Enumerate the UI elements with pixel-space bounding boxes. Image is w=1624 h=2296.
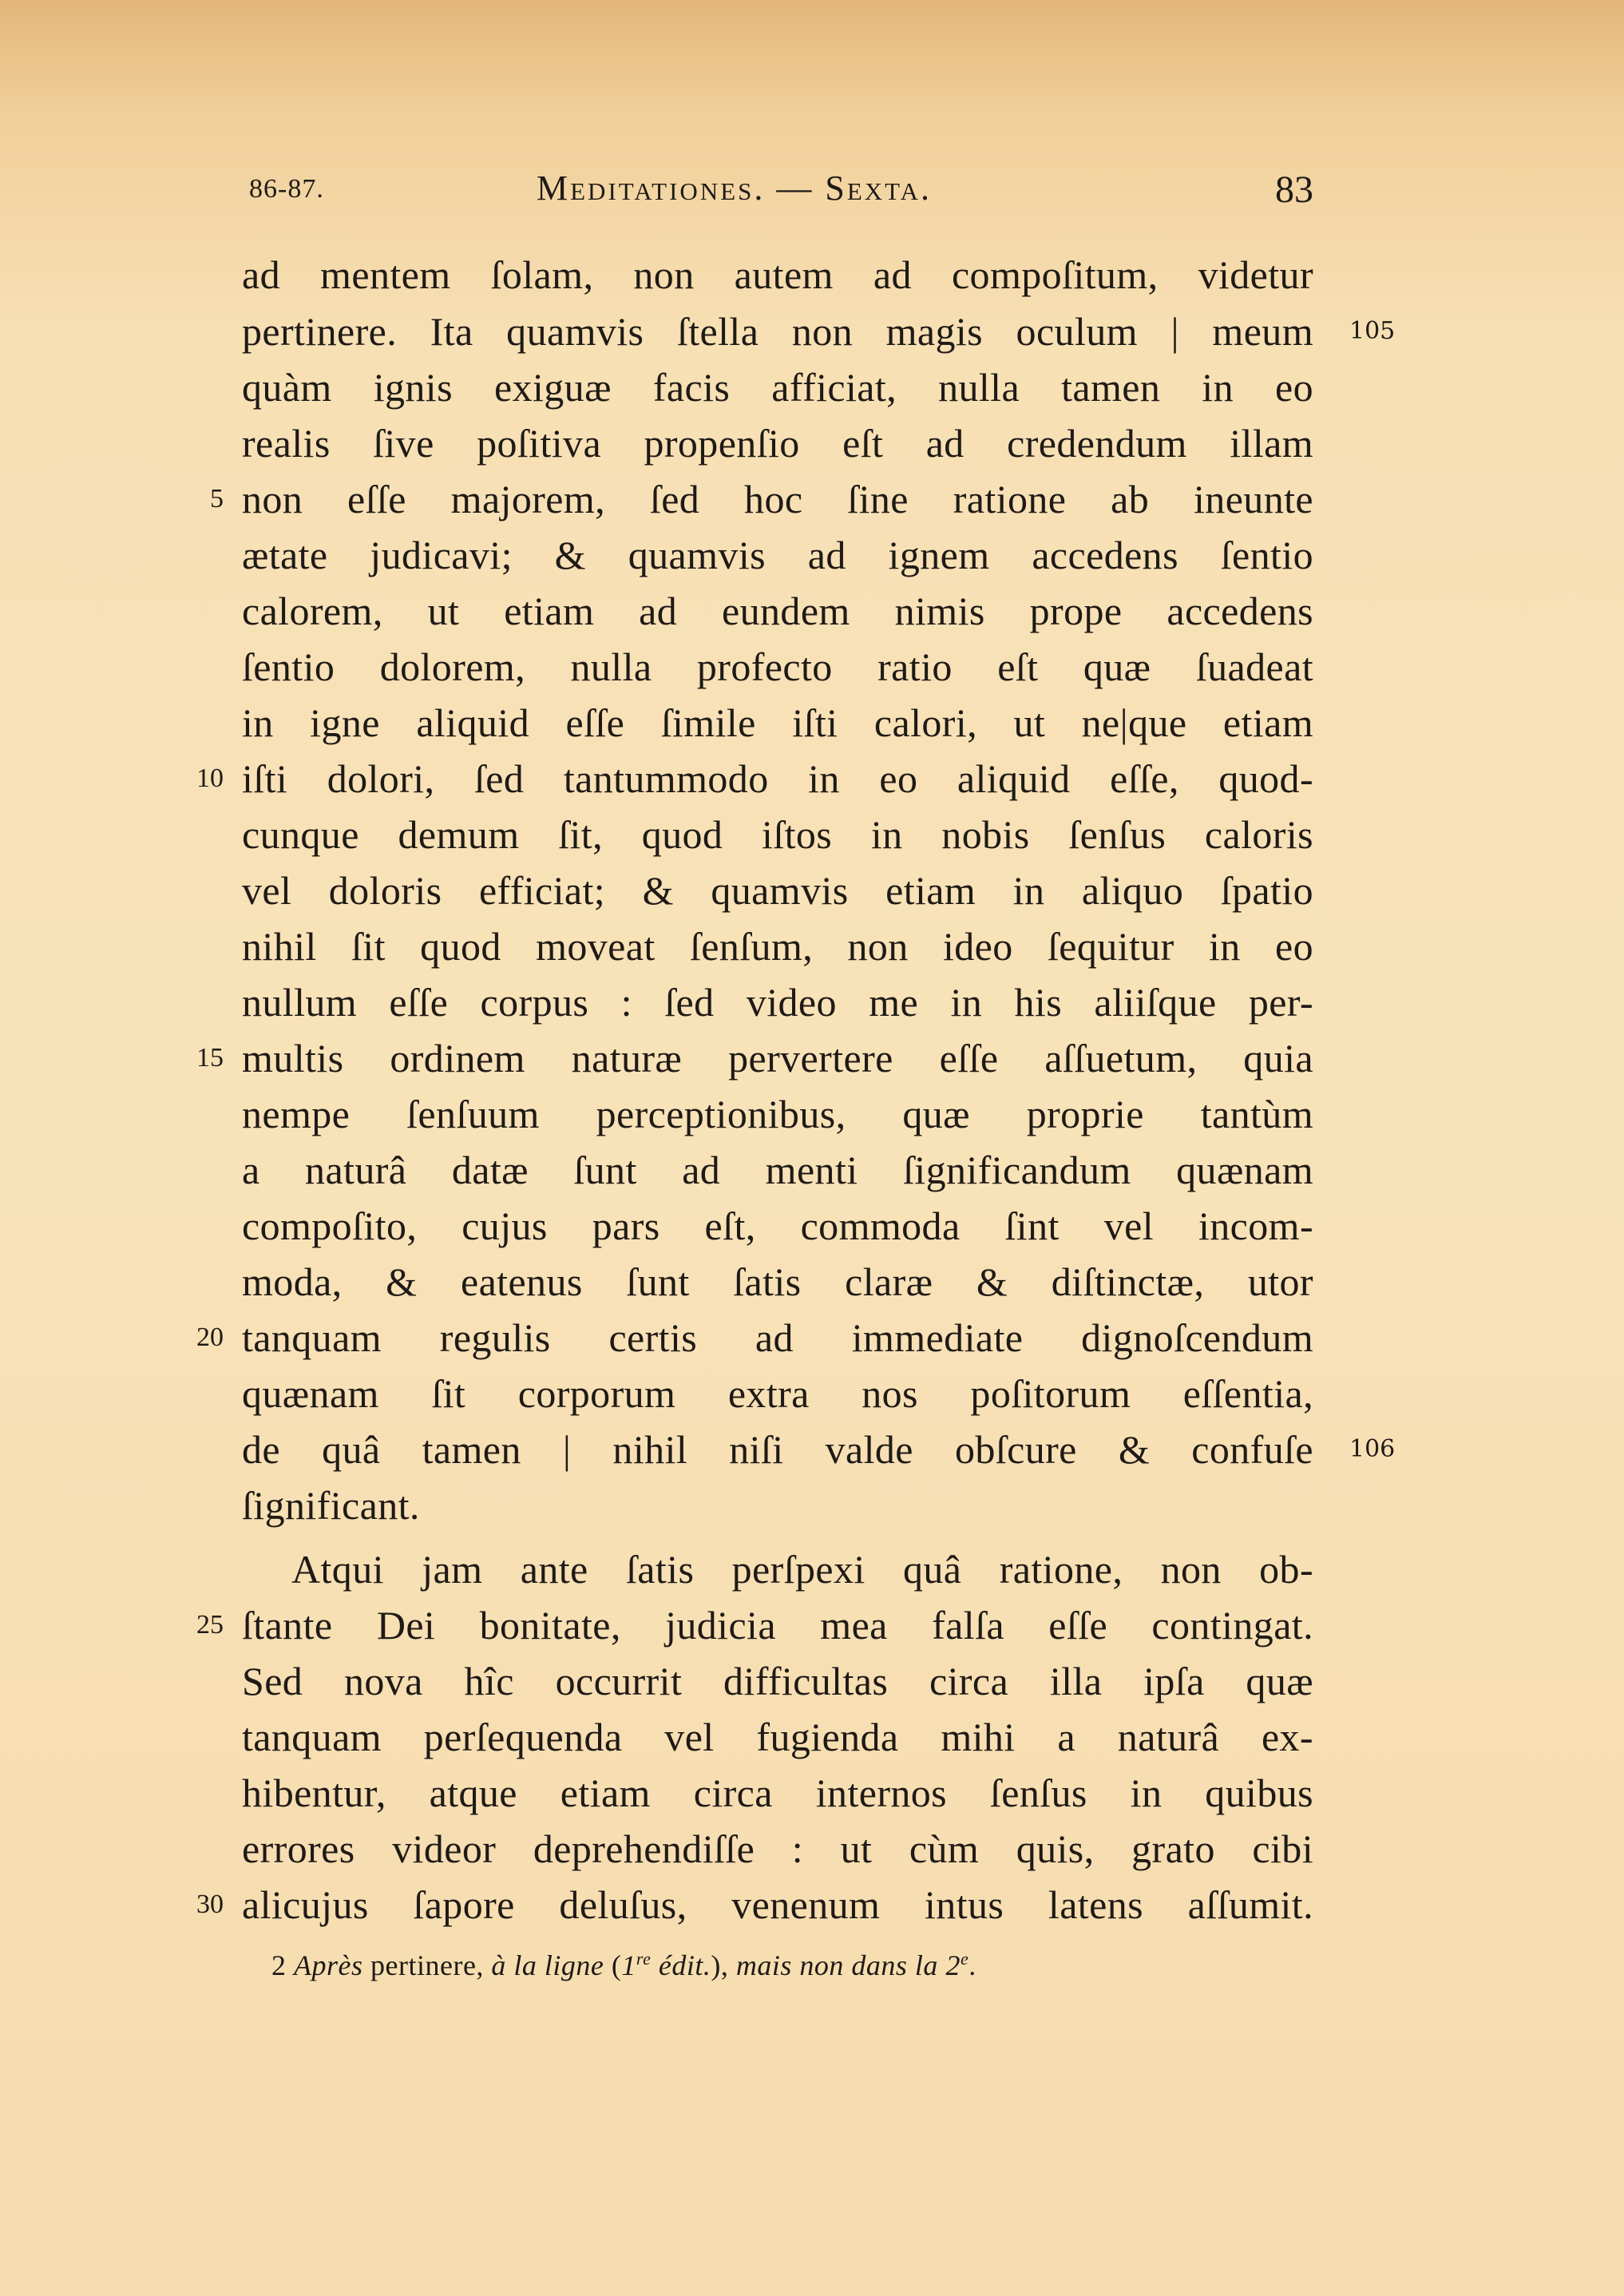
text-line: multis ordinem naturæ pervertere eſſe aſſuetum, quia (242, 1036, 1313, 1081)
text-line: alicujus ſapore deluſus, venenum intus latens aſſumit. (242, 1882, 1313, 1927)
text-line: tanquam perſequenda vel fugienda mihi a naturâ ex- (242, 1715, 1313, 1759)
footnote-second-edition-number: 2 (945, 1949, 961, 1981)
footnote-word: pertinere, (370, 1949, 484, 1981)
line-number: 30 (196, 1890, 224, 1919)
footnote-number: 2 (271, 1949, 287, 1981)
text-line: calorem, ut etiam ad eundem nimis prope accedens (242, 589, 1313, 633)
line-number: 20 (196, 1322, 224, 1352)
footnote-edition-number: 1 (621, 1949, 636, 1981)
text-line: non eſſe majorem, ſed hoc ſine ratione ab ineunte (242, 477, 1313, 521)
header-title: Meditationes. — Sexta. (537, 169, 933, 208)
text-line: de quâ tamen | nihil niſi valde obſcure & confuſe (242, 1427, 1313, 1472)
text-line: cunque demum ſit, quod iſtos in nobis ſenſus caloris (242, 812, 1313, 857)
text-line: ætate judicavi; & quamvis ad ignem accedens ſentio (242, 533, 1313, 577)
text-line: ſtante Dei bonitate, judicia mea falſa eſſe contingat. (242, 1603, 1313, 1648)
line-number: 25 (196, 1610, 224, 1640)
text-line: Sed nova hîc occurrit difficultas circa illa ipſa quæ (242, 1659, 1313, 1703)
text-line: nempe ſenſuum perceptionibus, quæ proprie tantùm (242, 1092, 1313, 1136)
text-line: errores videor deprehendiſſe : ut cùm quis, grato cibi (242, 1826, 1313, 1871)
page-number: 83 (1275, 169, 1313, 211)
footnote-paren-open: ( (611, 1949, 622, 1981)
text-line: tanquam regulis certis ad immediate dignoſcendum (242, 1315, 1313, 1360)
footnote-mais: mais non dans la (735, 1949, 938, 1981)
line-number: 10 (196, 763, 224, 793)
text-line: vel doloris efficiat; & quamvis etiam in aliquo ſpatio (242, 868, 1313, 913)
text-line: in igne aliquid eſſe ſimile iſti calori, ut ne|que etiam (242, 700, 1313, 745)
paragraph-first-line: Atqui jam ante ſatis perſpexi quâ ratione, non ob- (291, 1547, 1313, 1592)
line-number: 15 (196, 1043, 224, 1073)
text-line: realis ſive poſitiva propenſio eſt ad credendum illam (242, 421, 1313, 466)
header-page-reference: 86-87. (249, 174, 324, 204)
text-line: ſentio dolorem, nulla profecto ratio eſt quæ ſuadeat (242, 644, 1313, 689)
footnote-a-la-ligne: à la ligne (491, 1949, 604, 1981)
footnote-edition-sup: re (636, 1949, 652, 1969)
line-number: 5 (210, 484, 224, 514)
footnote-paren-close: ), (711, 1949, 729, 1981)
margin-page-reference: 105 (1349, 317, 1396, 345)
text-line: moda, & eatenus ſunt ſatis claræ & diſtinctæ, utor (242, 1259, 1313, 1304)
footnote-second-edition-sup: e (960, 1949, 969, 1969)
text-line: nihil ſit quod moveat ſenſum, non ideo ſequitur in eo (242, 924, 1313, 969)
footnote (271, 1949, 976, 1982)
running-header (240, 168, 1313, 216)
text-line: ad mentem ſolam, non autem ad compoſitum, videtur (242, 252, 1313, 297)
footnote-apres: Après (294, 1949, 363, 1981)
footnote-edition-text: édit. (658, 1949, 711, 1981)
footnote-period: . (968, 1949, 976, 1981)
text-line: hibentur, atque etiam circa internos ſenſus in quibus (242, 1771, 1313, 1815)
text-line: quænam ſit corporum extra nos poſitorum eſſentia, (242, 1371, 1313, 1416)
margin-page-reference: 106 (1349, 1435, 1396, 1463)
text-line: a naturâ datæ ſunt ad menti ſignificandum quænam (242, 1148, 1313, 1192)
text-line: ſignificant. (242, 1483, 420, 1528)
text-line: pertinere. Ita quamvis ſtella non magis oculum | meum (242, 309, 1313, 354)
text-line: nullum eſſe corpus : ſed video me in his aliiſque per- (242, 980, 1313, 1025)
text-line: iſti dolori, ſed tantummodo in eo aliquid eſſe, quod- (242, 756, 1313, 801)
text-line: compoſito, cujus pars eſt, commoda ſint vel incom- (242, 1204, 1313, 1248)
text-line: quàm ignis exiguæ facis afficiat, nulla tamen in eo (242, 365, 1313, 410)
